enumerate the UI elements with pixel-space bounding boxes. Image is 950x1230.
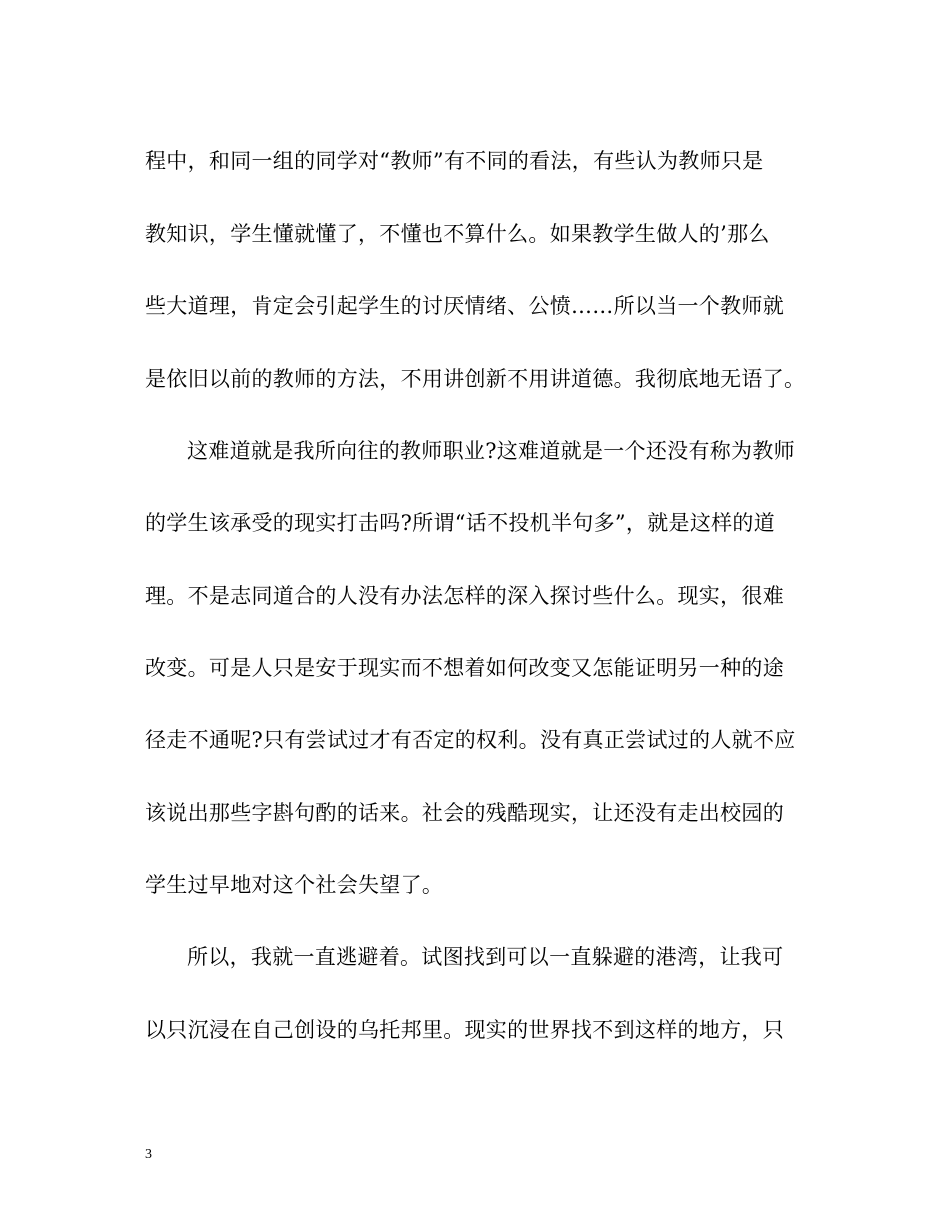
paragraph-first-line: 这难道就是我所向往的教师职业?这难道就是一个还没有称为教师 — [187, 439, 795, 463]
text-line: 改变。可是人只是安于现实而不想着如何改变又怎能证明另一种的途 — [145, 656, 784, 680]
text-line: 以只沉浸在自己创设的乌托邦里。现实的世界找不到这样的地方，只 — [145, 1018, 784, 1042]
text-line: 些大道理，肯定会引起学生的讨厌情绪、公愤……所以当一个教师就 — [145, 294, 784, 318]
text-line: 该说出那些字斟句酌的话来。社会的残酷现实，让还没有走出校园的 — [145, 801, 784, 825]
text-line: 的学生该承受的现实打击吗?所谓“话不投机半句多”，就是这样的道 — [145, 511, 776, 535]
text-line: 教知识，学生懂就懂了，不懂也不算什么。如果教学生做人的’那么 — [145, 222, 770, 246]
text-line: 径走不通呢?只有尝试过才有否定的权利。没有真正尝试过的人就不应 — [145, 728, 796, 752]
text-line: 程中，和同一组的同学对“教师”有不同的看法，有些认为教师只是 — [145, 149, 764, 173]
text-line: 理。不是志同道合的人没有办法怎样的深入探讨些什么。现实，很难 — [145, 584, 784, 608]
text-line: 是依旧以前的教师的方法，不用讲创新不用讲道德。我彻底地无语了。 — [145, 367, 806, 391]
text-line: 学生过早地对这个社会失望了。 — [145, 873, 444, 897]
page-number: 3 — [145, 1147, 152, 1162]
paragraph-first-line: 所以，我就一直逃避着。试图找到可以一直躲避的港湾，让我可 — [187, 945, 784, 969]
